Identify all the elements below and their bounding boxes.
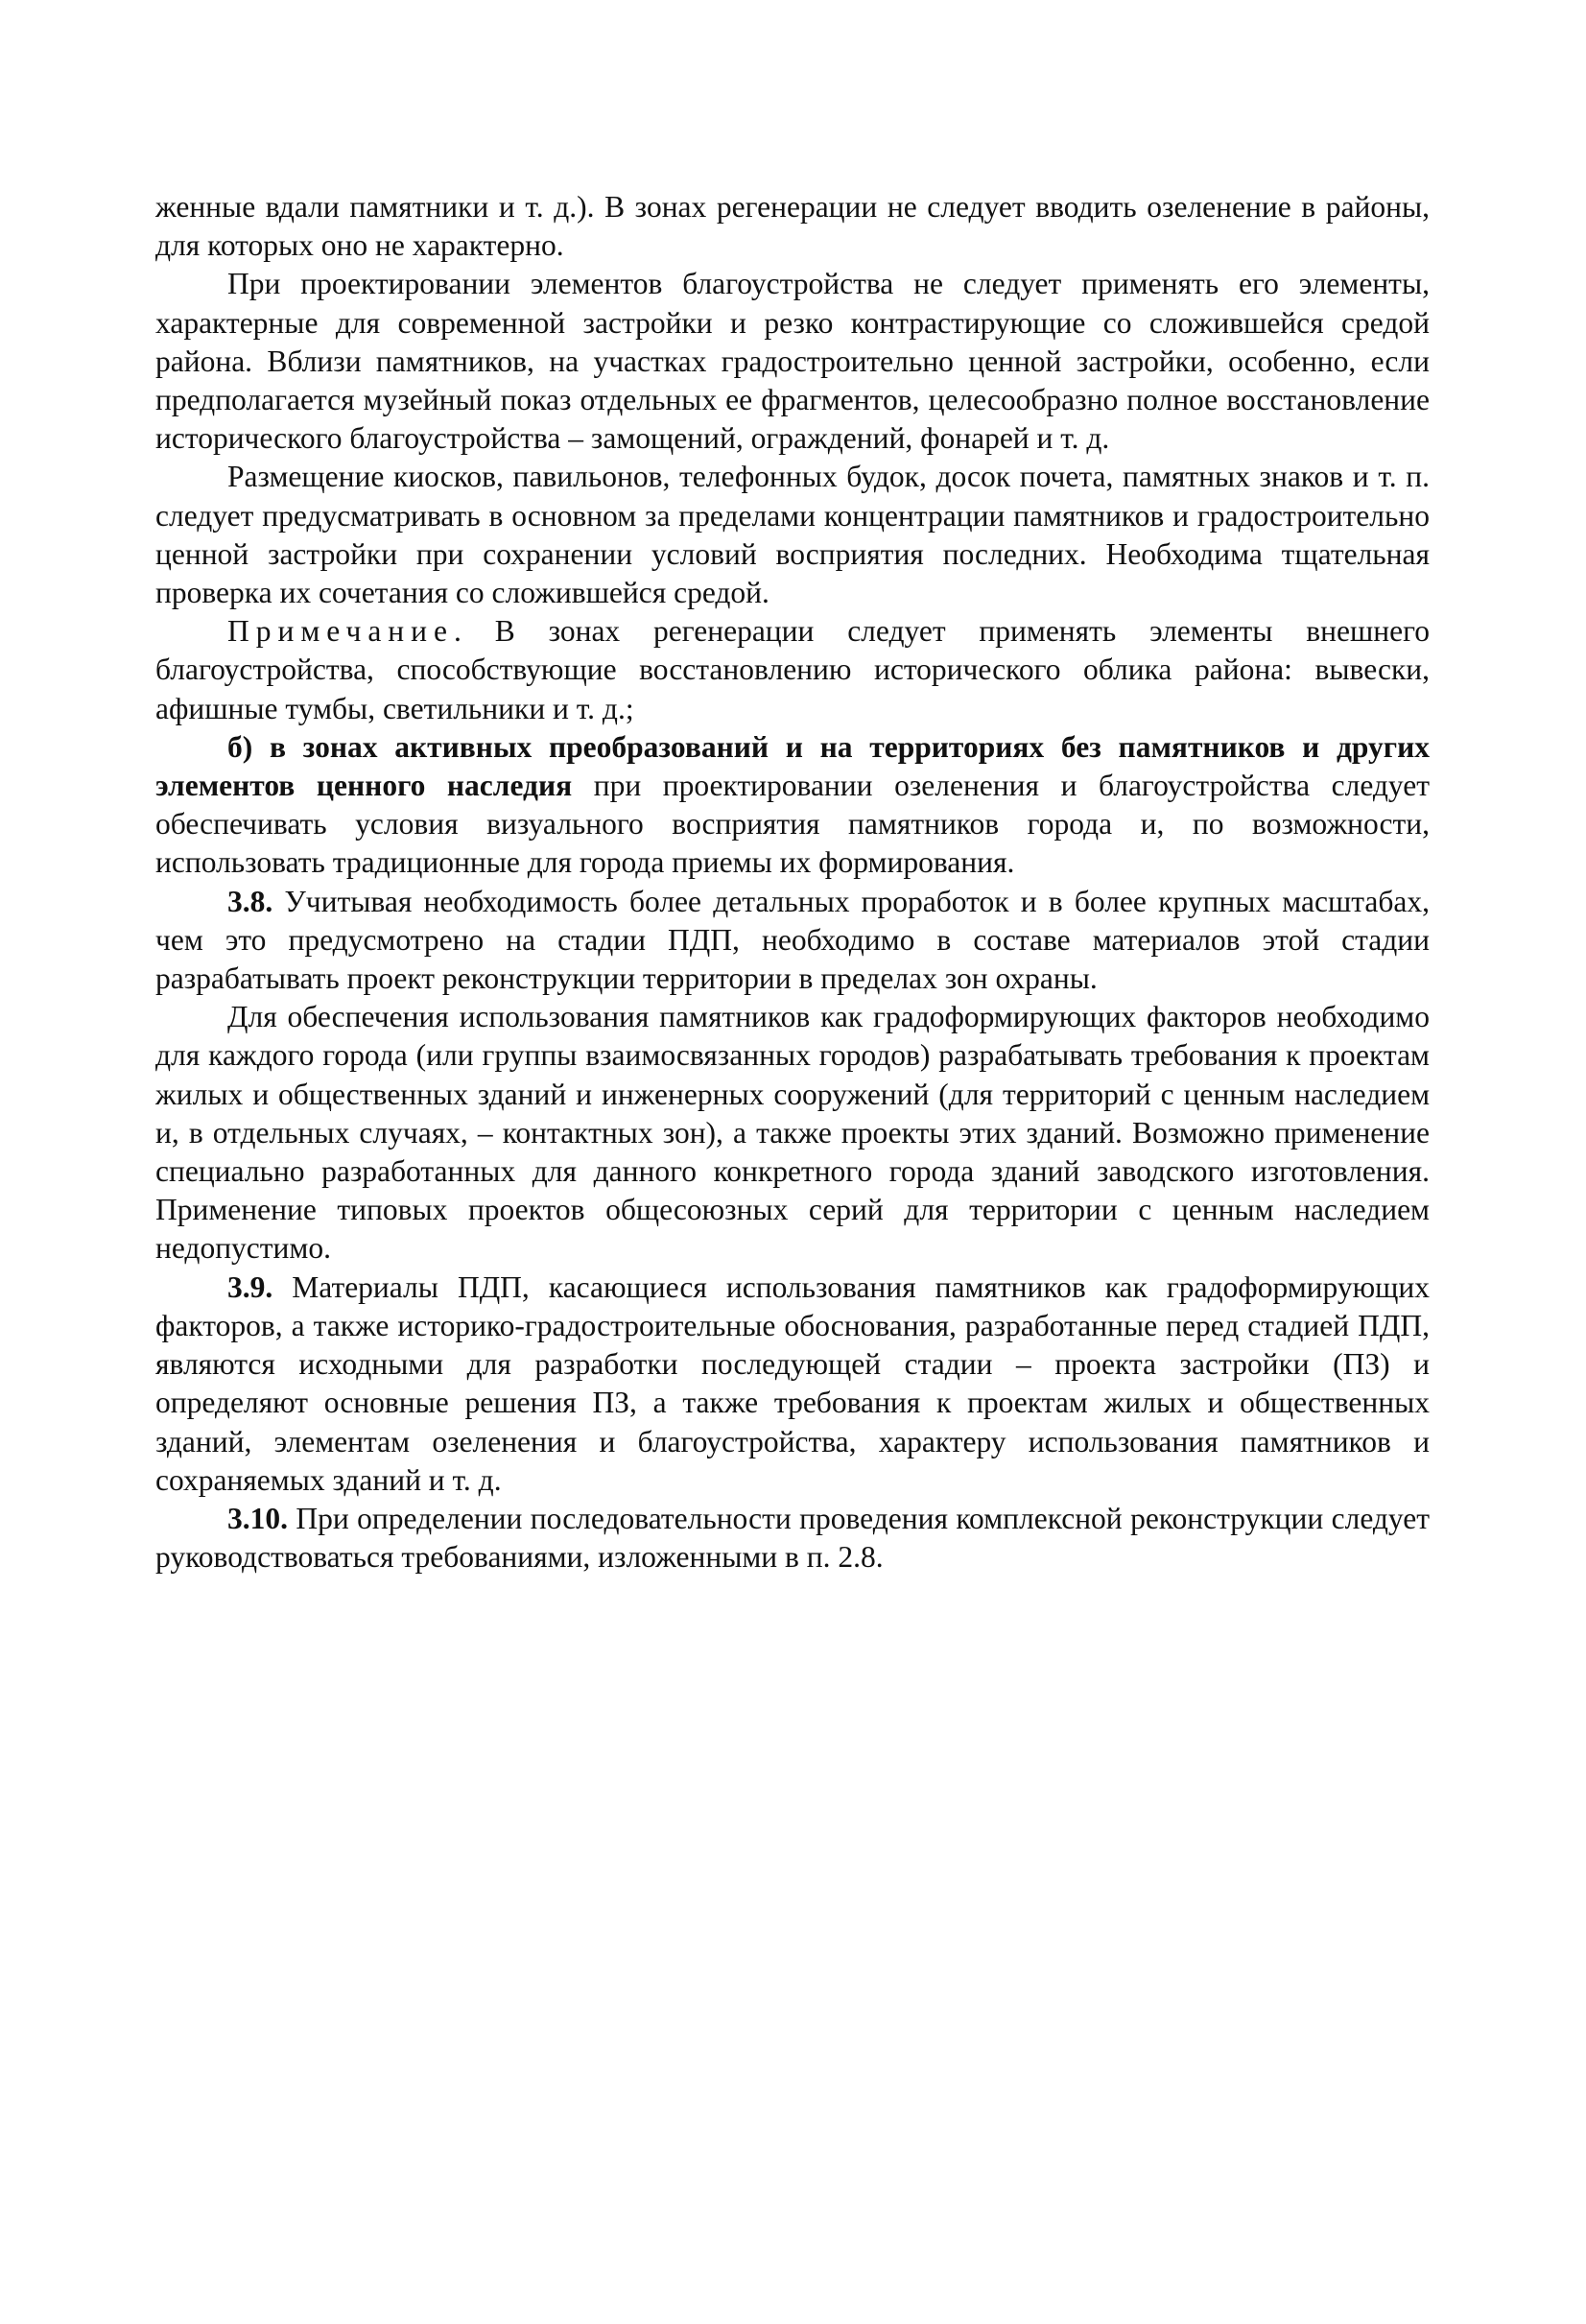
note-text: . В зонах регенерации следует применять элементы внешнего благоустройства, способствующие восстановлению исторического облика района: вывески, афишные тумбы, светильники и т. д.;: [155, 614, 1430, 725]
paragraph-active-transformation-zones: [155, 728, 1430, 883]
section-number-3-10: 3.10.: [227, 1501, 288, 1535]
section-number-3-8: 3.8.: [227, 884, 273, 918]
paragraph-section-3-8: [155, 883, 1430, 999]
note-label: Примечание: [227, 614, 455, 649]
paragraph-monuments-usage: Для обеспечения использования памятников как градоформирующих факторов необходимо для каждого города (или группы взаимосвязанных городов) разрабатывать требования к проектам жилых и общественных зданий и инженерных сооружений (для территорий с ценным наследием и, в отдельных случаях, – контактных зон), а также проекты этих зданий. Возможно применение специально разработанных для данного конкретного города зданий заводского изготовления. Применение типовых проектов общесоюзных серий для территории с ценным наследием недопустимо.: [155, 1000, 1430, 1266]
paragraph-continuation: женные вдали памятники и т. д.). В зонах регенерации не следует вводить озеленение в районы, для которых оно не характерно.: [155, 190, 1430, 263]
section-text-3-10: При определении последовательности проведения комплексной реконструкции следует руководствоваться требованиями, изложенными в п. 2.8.: [155, 1501, 1430, 1575]
paragraph-section-3-9: [155, 1269, 1430, 1500]
document-page: [155, 188, 1430, 1577]
section-number-3-9: 3.9.: [227, 1269, 273, 1304]
zones-text: при проектировании озеленения и благоустройства следует обеспечивать условия визуального восприятия памятников города и, по возможности, использовать традиционные для города приемы их формирования.: [155, 769, 1430, 880]
paragraph-section-3-10: [155, 1500, 1430, 1577]
paragraph-landscaping-elements: При проектировании элементов благоустройства не следует применять его элементы, характерные для современной застройки и резко контрастирующие со сложившейся средой района. Вблизи памятников, на участках градостроительно ценной застройки, особенно, если предполагается музейный показ отдельных ее фрагментов, целесообразно полное восстановление исторического благоустройства – замощений, ограждений, фонарей и т. д.: [155, 267, 1430, 456]
paragraph-kiosk-placement: Размещение киосков, павильонов, телефонных будок, досок почета, памятных знаков и т. п. следует предусматривать в основном за пределами концентрации памятников и градостроительно ценной застройки при сохранении условий восприятия последних. Необходима тщательная проверка их сочетания со сложившейся средой.: [155, 460, 1430, 610]
paragraph-note: [155, 612, 1430, 728]
section-text-3-8: Учитывая необходимость более детальных проработок и в более крупных масштабах, чем это предусмотрено на стадии ПДП, необходимо в составе материалов этой стадии разрабатывать проект реконструкции территории в пределах зон охраны.: [155, 884, 1430, 996]
zones-bold-lead: б) в зонах активных преобразований и на территориях без памятников и других элементов ценного наследия: [155, 729, 1430, 803]
section-text-3-9: Материалы ПДП, касающиеся использования памятников как градоформирующих факторов, а также историко-градостроительные обоснования, разработанные перед стадией ПДП, являются исходными для разработки последующей стадии – проекта застройки (ПЗ) и определяют основные решения ПЗ, а также требования к проектам жилых и общественных зданий, элементам озеленения и благоустройства, характеру использования памятников и сохраняемых зданий и т. д.: [155, 1269, 1430, 1497]
